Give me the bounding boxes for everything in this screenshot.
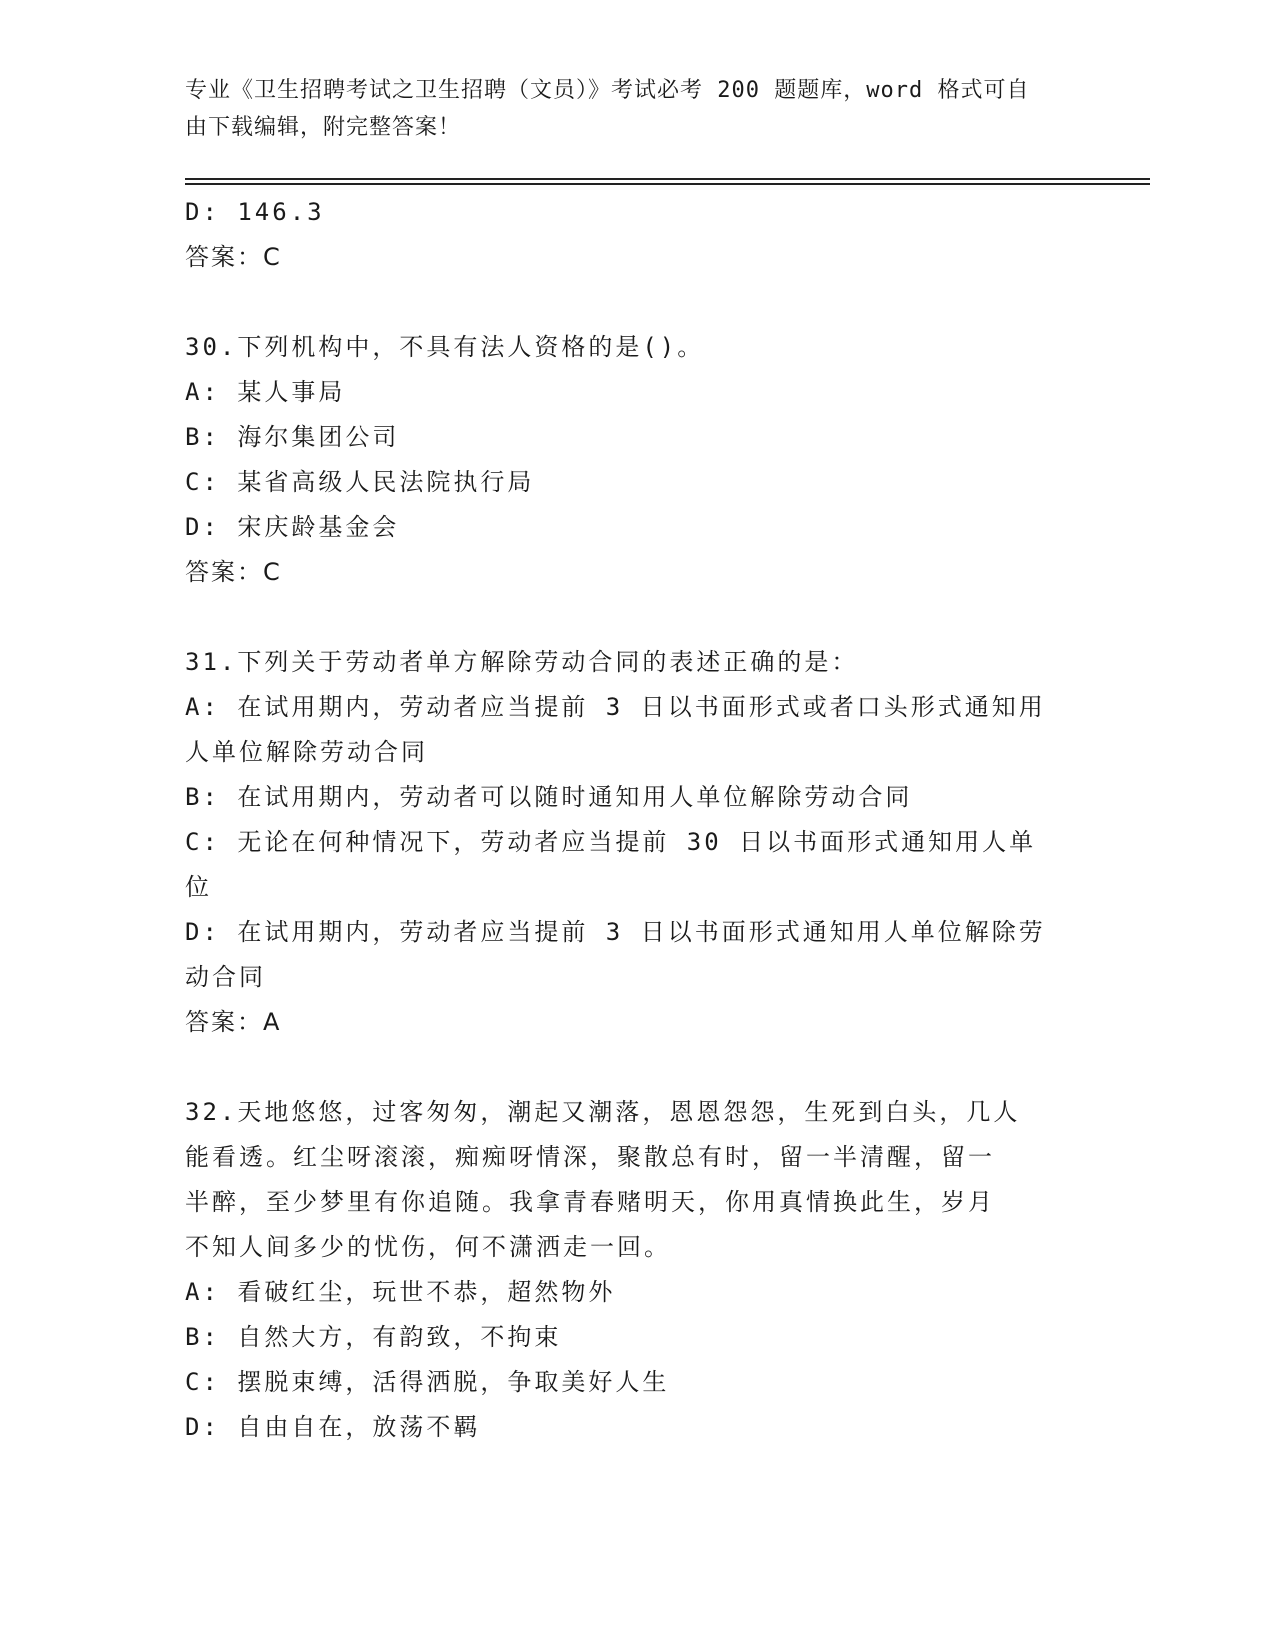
document-header: [185, 72, 1065, 146]
option-d: D: 宋庆龄基金会: [185, 513, 400, 541]
option-b: B: 自然大方，有韵致，不拘束: [185, 1323, 562, 1351]
answer: 答案：A: [185, 1008, 282, 1036]
option-a: A: 某人事局: [185, 378, 346, 406]
option-d: [185, 910, 1065, 1000]
stem-line-3: 半醉，至少梦里有你追随。我拿青春赌明天，你用真情换此生，岁月: [185, 1188, 995, 1216]
stem-line-1: 32.天地悠悠，过客匆匆，潮起又潮落，恩恩怨怨，生死到白头，几人: [185, 1098, 1021, 1126]
option-b: B: 海尔集团公司: [185, 423, 400, 451]
option-a: A: 看破红尘，玩世不恭，超然物外: [185, 1278, 616, 1306]
question-stem: [185, 325, 1065, 370]
stem-line-2: 能看透。红尘呀滚滚，痴痴呀情深，聚散总有时，留一半清醒，留一: [185, 1143, 995, 1171]
option-d-line-2: 动合同: [185, 963, 266, 991]
stem-line: 31.下列关于劳动者单方解除劳动合同的表述正确的是：: [185, 648, 859, 676]
option-a-line-2: 人单位解除劳动合同: [185, 738, 428, 766]
option-d: D: 自由自在，放荡不羁: [185, 1413, 481, 1441]
question-31: [185, 640, 1065, 1045]
carryover-option-d: D: 146.3: [185, 198, 325, 226]
option-c: C: 摆脱束缚，活得洒脱，争取美好人生: [185, 1368, 670, 1396]
option-c: [185, 820, 1065, 910]
stem-line: 30.下列机构中，不具有法人资格的是()。: [185, 333, 705, 361]
carryover-answer: 答案：C: [185, 243, 282, 271]
header-divider-top: [185, 178, 1150, 180]
option-b: B: 在试用期内，劳动者可以随时通知用人单位解除劳动合同: [185, 783, 913, 811]
question-32: [185, 1090, 1065, 1450]
option-c-line-1: C: 无论在何种情况下，劳动者应当提前 30 日以书面形式通知用人单: [185, 828, 1037, 856]
question-30: [185, 325, 1065, 595]
option-a: [185, 685, 1065, 775]
header-line-1: 专业《卫生招聘考试之卫生招聘（文员）》考试必考 200 题题库，word 格式可自: [185, 78, 1030, 103]
question-stem: [185, 640, 1065, 685]
question-content: [185, 190, 1065, 1450]
option-c-line-2: 位: [185, 873, 212, 901]
header-divider-bottom: [185, 183, 1150, 185]
option-a-line-1: A: 在试用期内，劳动者应当提前 3 日以书面形式或者口头形式通知用: [185, 693, 1046, 721]
stem-line-4: 不知人间多少的忧伤，何不潇洒走一回。: [185, 1233, 671, 1261]
header-line-2: 由下载编辑，附完整答案！: [185, 115, 462, 140]
option-d-line-1: D: 在试用期内，劳动者应当提前 3 日以书面形式通知用人单位解除劳: [185, 918, 1046, 946]
question-stem: [185, 1090, 1065, 1270]
option-c: C: 某省高级人民法院执行局: [185, 468, 535, 496]
answer: 答案：C: [185, 558, 282, 586]
